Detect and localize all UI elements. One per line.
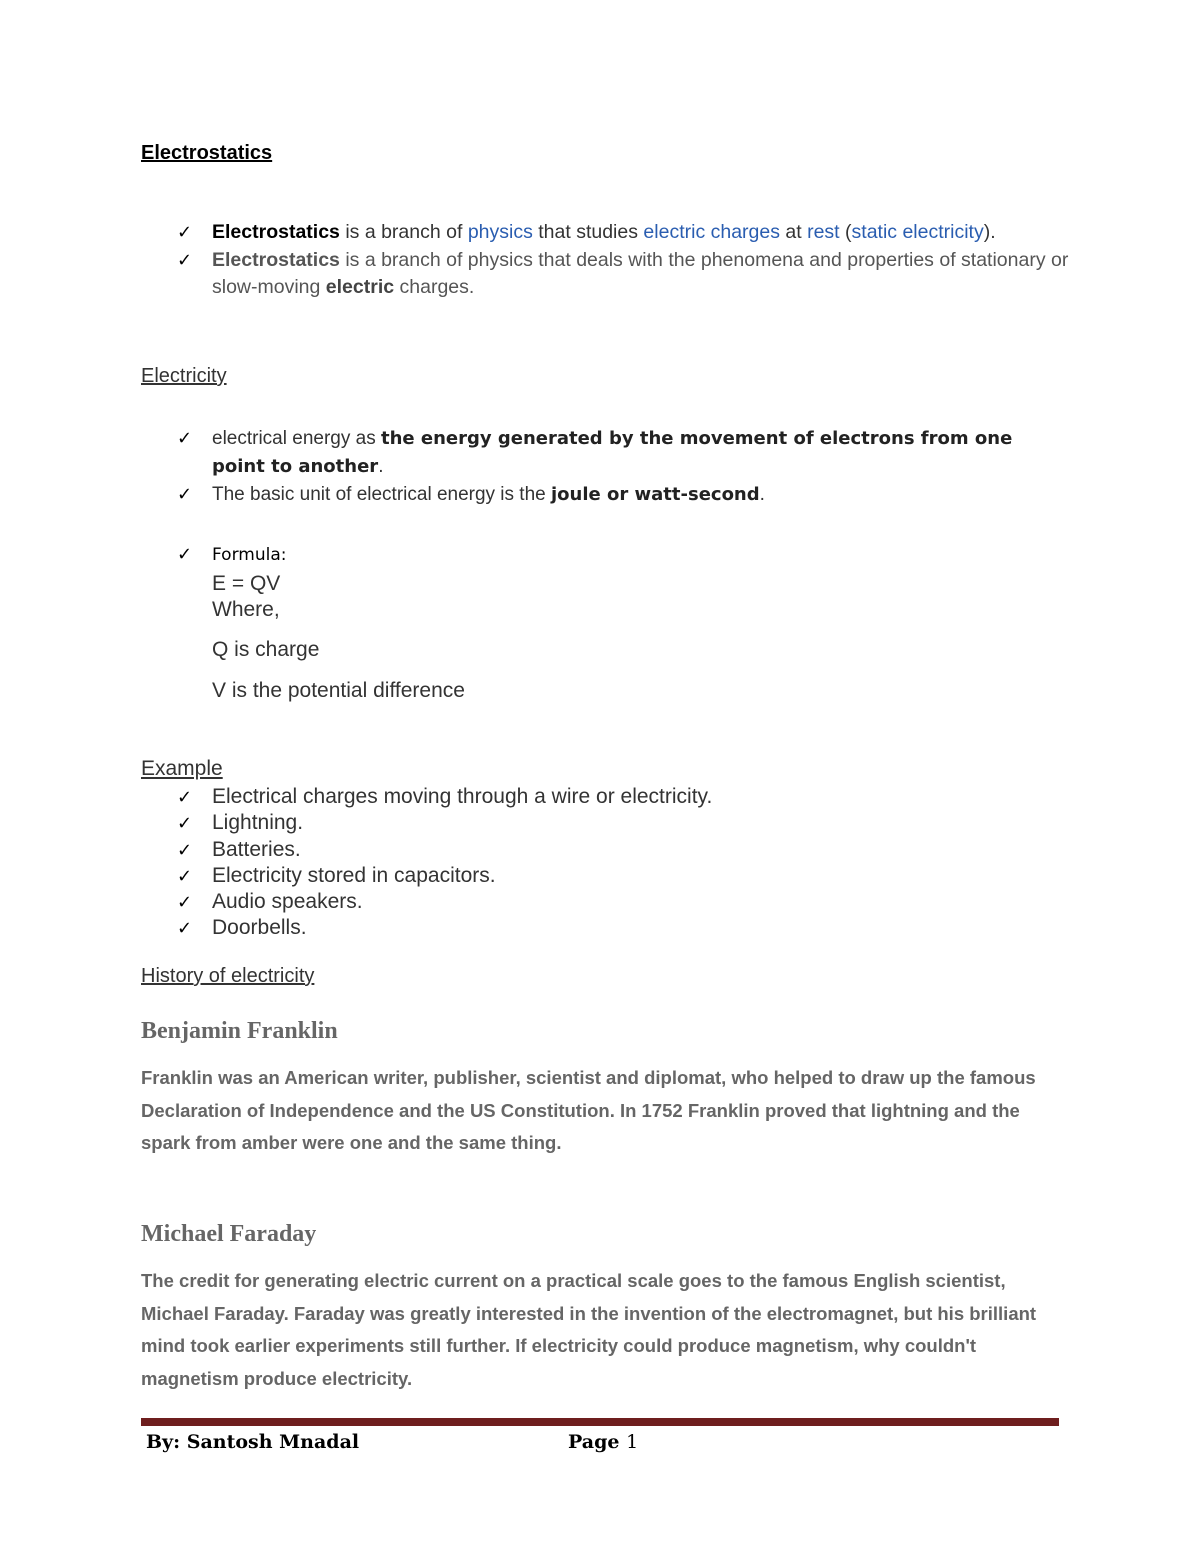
check-icon: ✓ [177, 544, 193, 565]
footer-author: By: Santosh Mnadal [146, 1431, 360, 1453]
check-icon: ✓ [177, 865, 193, 887]
formula-label: Formula: [212, 545, 287, 565]
unit-bold: joule or watt-second [551, 484, 760, 505]
list-item [141, 810, 1070, 836]
text-fragment: is a branch of [339, 221, 468, 243]
list-item [141, 915, 1070, 941]
term-electric: electric [325, 276, 395, 298]
list-item [141, 542, 1070, 568]
faraday-heading: Michael Faraday [141, 1221, 317, 1247]
page-title: Electrostatics [141, 142, 273, 164]
check-icon: ✓ [177, 892, 193, 914]
list-item [141, 481, 1070, 509]
list-item [141, 219, 1070, 247]
list-item [141, 425, 1070, 481]
check-icon: ✓ [177, 813, 193, 835]
link-electric-charges[interactable]: electric charges [643, 221, 780, 243]
section-heading-history: History of electricity [141, 965, 315, 987]
link-physics[interactable]: physics [467, 221, 533, 243]
formula-block [141, 571, 1070, 623]
example-text: Batteries. [212, 837, 301, 861]
text-fragment: at [779, 221, 808, 243]
section-heading-electricity: Electricity [141, 365, 227, 387]
link-rest[interactable]: rest [807, 221, 840, 243]
text-fragment: electrical energy as [212, 428, 381, 449]
text-fragment: ( [839, 221, 852, 243]
text-fragment: that studies [532, 221, 644, 243]
check-icon: ✓ [177, 484, 193, 505]
term: Electrostatics [212, 248, 340, 271]
definition-bold: the energy generated by the movement of electrons from one point to another [212, 428, 1013, 477]
v-definition: V is the potential difference [212, 679, 465, 702]
where-label: Where, [212, 598, 280, 621]
formula-list [141, 542, 1070, 568]
check-icon: ✓ [177, 249, 193, 271]
q-definition: Q is charge [212, 638, 320, 661]
check-icon: ✓ [177, 839, 193, 861]
list-item [141, 247, 1070, 302]
formula: E = QV [212, 572, 281, 595]
text-fragment: The basic unit of electrical energy is the [212, 484, 552, 505]
text-fragment: . [759, 484, 765, 505]
example-text: Electrical charges moving through a wire or electricity. [212, 785, 713, 808]
footer-page [568, 1431, 638, 1453]
check-icon: ✓ [177, 787, 193, 808]
section-heading-example: Example [141, 757, 223, 780]
list-item [141, 863, 1070, 889]
electricity-list [141, 425, 1070, 509]
text-fragment: . [378, 456, 384, 477]
footer-rule [141, 1418, 1059, 1426]
check-icon: ✓ [177, 918, 193, 940]
faraday-paragraph: The credit for generating electric current on a practical scale goes to the famous English scientist, Michael Faraday. Faraday was greatly interested in the invention of the electromagnet, but his brilliant mind took earlier experiments still further. If electricity could produce magnetism, why couldn't magnetism produce electricity. [141, 1270, 1037, 1389]
franklin-paragraph: Franklin was an American writer, publisher, scientist and diplomat, who helped to draw up the famous Declaration of Independence and the US Constitution. In 1752 Franklin proved that lightning and the spark from amber were one and the same thing. [141, 1067, 1036, 1153]
page-number: 1 [626, 1431, 639, 1453]
text-fragment: charges. [394, 276, 475, 298]
check-icon: ✓ [177, 222, 193, 243]
list-item [141, 889, 1070, 915]
check-icon: ✓ [177, 428, 193, 449]
electrostatics-list [141, 219, 1070, 302]
example-text: Doorbells. [212, 916, 307, 940]
term: Electrostatics [212, 221, 340, 243]
link-static-electricity[interactable]: static electricity [851, 221, 984, 243]
example-list [141, 784, 1070, 942]
example-text: Audio speakers. [212, 890, 363, 914]
list-item [141, 837, 1070, 863]
text-fragment: ). [983, 221, 996, 243]
example-text: Electricity stored in capacitors. [212, 863, 496, 887]
example-text: Lightning. [212, 811, 304, 835]
text-fragment: is a branch of physics that deals with the phenomena and properties of stationary or slow-moving [212, 248, 1069, 298]
list-item [141, 784, 1070, 810]
franklin-heading: Benjamin Franklin [141, 1018, 338, 1044]
page-label: Page [568, 1431, 620, 1453]
